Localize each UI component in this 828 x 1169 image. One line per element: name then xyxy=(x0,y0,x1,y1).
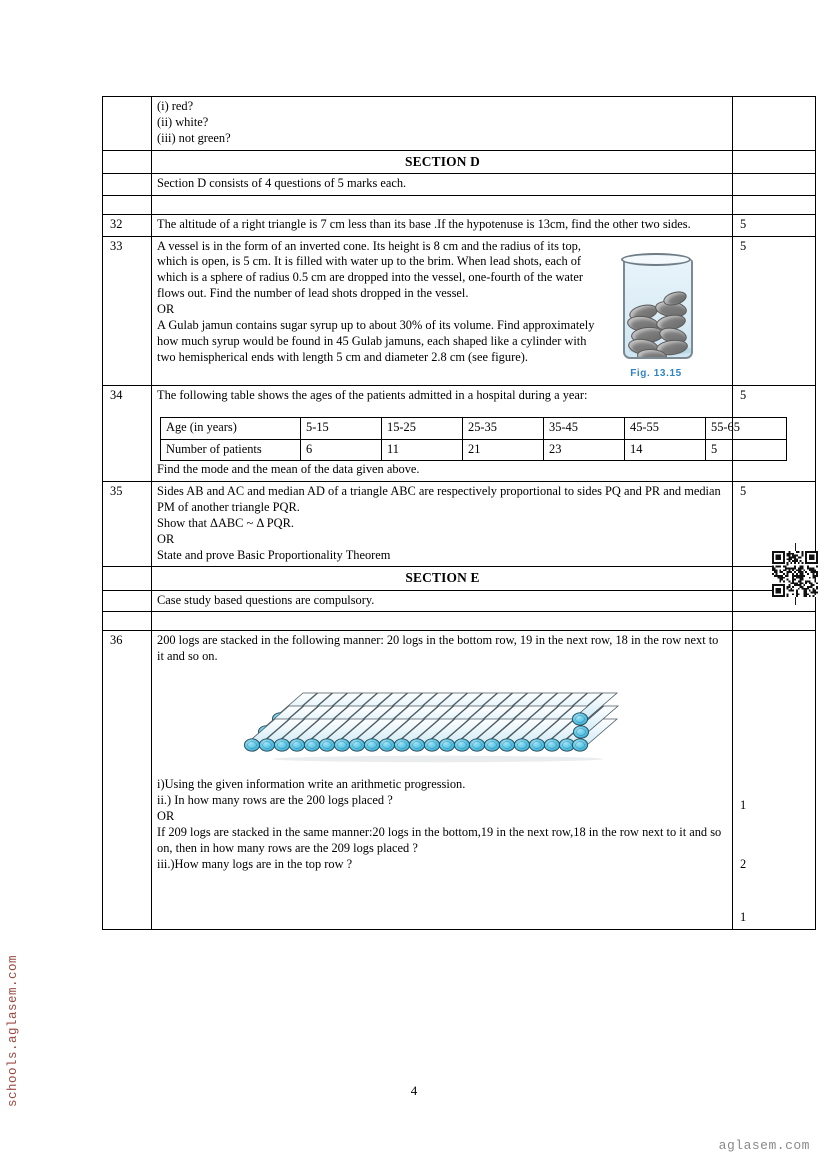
age-bin-3: 35-45 xyxy=(544,418,625,440)
question-number-33: 33 xyxy=(103,236,152,386)
spacer-cell xyxy=(152,195,733,214)
question-35-line-3: State and prove Basic Proportionality Theorem xyxy=(157,547,391,562)
question-35-or: OR xyxy=(157,531,175,546)
table-row-section-e-heading xyxy=(103,567,816,590)
question-36-sub-ii-or: If 209 logs are stacked in the same manner:20 logs in the bottom,19 in the next row,18 in the row next to it and so on, then in how many rows are the 209 logs placed ? xyxy=(157,824,722,855)
marks-cell xyxy=(733,195,816,214)
section-e-note: Case study based questions are compulsory. xyxy=(152,590,733,612)
section-d-note: Section D consists of 4 questions of 5 marks each. xyxy=(152,173,733,195)
side-watermark: schools.aglasem.com xyxy=(6,955,20,1108)
marks-cell xyxy=(733,612,816,631)
question-number-cell xyxy=(103,590,152,612)
question-body-cell xyxy=(152,97,733,151)
question-33-part-b: A Gulab jamun contains sugar syrup up to about 30% of its volume. Find approximately how much syrup would be found in 45 Gulab jamuns, each shaped like a cylinder with two hemispherical ends with length 5 cm and diameter 2.8 cm (see figure). xyxy=(157,317,595,364)
question-36-sub-ii-marks: 2 xyxy=(740,857,747,872)
table-row-section-d-heading xyxy=(103,150,816,173)
question-33-part-a: A vessel is in the form of an inverted cone. Its height is 8 cm and the radius of its top, which is open, is 5 cm. It is filled with water up to the brim. When lead shots, each of which is a sphere of radius 0.5 cm are dropped into the vessel, one-fourth of the water flows out. Find the number of lead shots dropped in the vessel. xyxy=(157,238,583,301)
table-row-section-d-note xyxy=(103,173,816,195)
question-35-body xyxy=(152,482,733,567)
ages-data-table xyxy=(160,417,787,461)
carryover-item-iii: (iii) not green? xyxy=(157,130,231,145)
table-row-question-35 xyxy=(103,482,816,567)
stacked-logs-illustration xyxy=(233,679,653,767)
section-d-heading: SECTION D xyxy=(152,150,733,173)
question-34-marks: 5 xyxy=(733,386,816,482)
question-number-cell xyxy=(103,150,152,173)
jamun-piece xyxy=(662,288,689,307)
question-36-sub-i-marks: 1 xyxy=(740,798,747,813)
patient-count-1: 11 xyxy=(382,439,463,461)
gulab-jamun-figure xyxy=(606,253,706,381)
age-bin-1: 15-25 xyxy=(382,418,463,440)
table-row-question-34 xyxy=(103,386,816,482)
qr-tick-bottom xyxy=(795,597,796,605)
patient-count-2: 21 xyxy=(463,439,544,461)
question-34-body xyxy=(152,386,740,482)
marks-cell xyxy=(733,97,816,151)
patient-count-4: 14 xyxy=(625,439,706,461)
table-row-question-32 xyxy=(103,214,816,236)
question-32-marks: 5 xyxy=(733,214,816,236)
patient-count-5: 5 xyxy=(706,439,787,461)
ages-data-table-wrapper xyxy=(160,417,740,461)
age-bin-2: 25-35 xyxy=(463,418,544,440)
spacer-cell xyxy=(152,612,733,631)
question-number-32: 32 xyxy=(103,214,152,236)
question-number-cell xyxy=(103,195,152,214)
table-row-age-header xyxy=(161,418,787,440)
section-e-heading: SECTION E xyxy=(152,567,733,590)
page-number: 4 xyxy=(410,1083,418,1098)
question-36-body xyxy=(152,631,733,930)
qr-code[interactable] xyxy=(772,551,818,597)
jar-rim xyxy=(621,253,691,266)
marks-cell xyxy=(733,173,816,195)
figure-caption: Fig. 13.15 xyxy=(630,367,682,379)
question-number-34: 34 xyxy=(103,386,152,482)
question-35-line-2: Show that ΔABC ~ Δ PQR. xyxy=(157,515,294,530)
row-header-age: Age (in years) xyxy=(161,418,301,440)
question-36-or: OR xyxy=(157,808,175,823)
table-row-question-33 xyxy=(103,236,816,386)
table-row-question-36 xyxy=(103,631,816,930)
question-33-marks: 5 xyxy=(733,236,816,386)
question-32-text: The altitude of a right triangle is 7 cm less than its base .If the hypotenuse is 13cm, find the other two sides. xyxy=(152,214,733,236)
marks-cell xyxy=(733,150,816,173)
age-bin-5: 55-65 xyxy=(706,418,787,440)
question-number-35: 35 xyxy=(103,482,152,567)
footer-watermark: aglasem.com xyxy=(718,1138,810,1153)
carryover-item-ii: (ii) white? xyxy=(157,114,209,129)
exam-question-table xyxy=(102,96,816,930)
stacked-logs-figure xyxy=(233,679,653,767)
question-number-36: 36 xyxy=(103,631,152,930)
table-row-section-e-note xyxy=(103,590,816,612)
row-header-patients: Number of patients xyxy=(161,439,301,461)
qr-code-canvas xyxy=(772,551,818,597)
glass-jar-illustration xyxy=(619,253,693,361)
table-row xyxy=(103,97,816,151)
table-row-patient-counts xyxy=(161,439,787,461)
table-row-spacer xyxy=(103,612,816,631)
question-36-sub-ii: ii.) In how many rows are the 200 logs placed ? xyxy=(157,793,393,808)
question-number-cell xyxy=(103,612,152,631)
age-bin-4: 45-55 xyxy=(625,418,706,440)
question-number-cell xyxy=(103,567,152,590)
question-35-marks: 5 xyxy=(733,482,816,567)
question-36-intro: 200 logs are stacked in the following manner: 20 logs in the bottom row, 19 in the next row, 18 in the row next to it and so on. xyxy=(157,633,719,664)
patient-count-0: 6 xyxy=(301,439,382,461)
question-number-cell xyxy=(103,173,152,195)
question-36-sub-iii-marks: 1 xyxy=(740,910,747,925)
question-36-sub-i: i)Using the given information write an arithmetic progression. xyxy=(157,777,466,792)
question-33-or: OR xyxy=(157,302,175,317)
question-34-intro: The following table shows the ages of the patients admitted in a hospital during a year: xyxy=(157,388,588,403)
question-36-marks-cell xyxy=(733,631,816,930)
patient-count-3: 23 xyxy=(544,439,625,461)
table-row-spacer xyxy=(103,195,816,214)
question-33-body xyxy=(152,236,733,386)
age-bin-0: 5-15 xyxy=(301,418,382,440)
question-35-line-1: Sides AB and AC and median AD of a triangle ABC are respectively proportional to sides PQ and PR and median PM of another triangle PQR. xyxy=(157,484,721,514)
carryover-item-i: (i) red? xyxy=(157,99,194,113)
question-36-sub-iii: iii.)How many logs are in the top row ? xyxy=(157,856,353,871)
question-number-cell xyxy=(103,97,152,151)
question-34-closing: Find the mode and the mean of the data given above. xyxy=(157,462,420,477)
qr-tick-top xyxy=(795,543,796,551)
jar-body xyxy=(623,259,693,359)
